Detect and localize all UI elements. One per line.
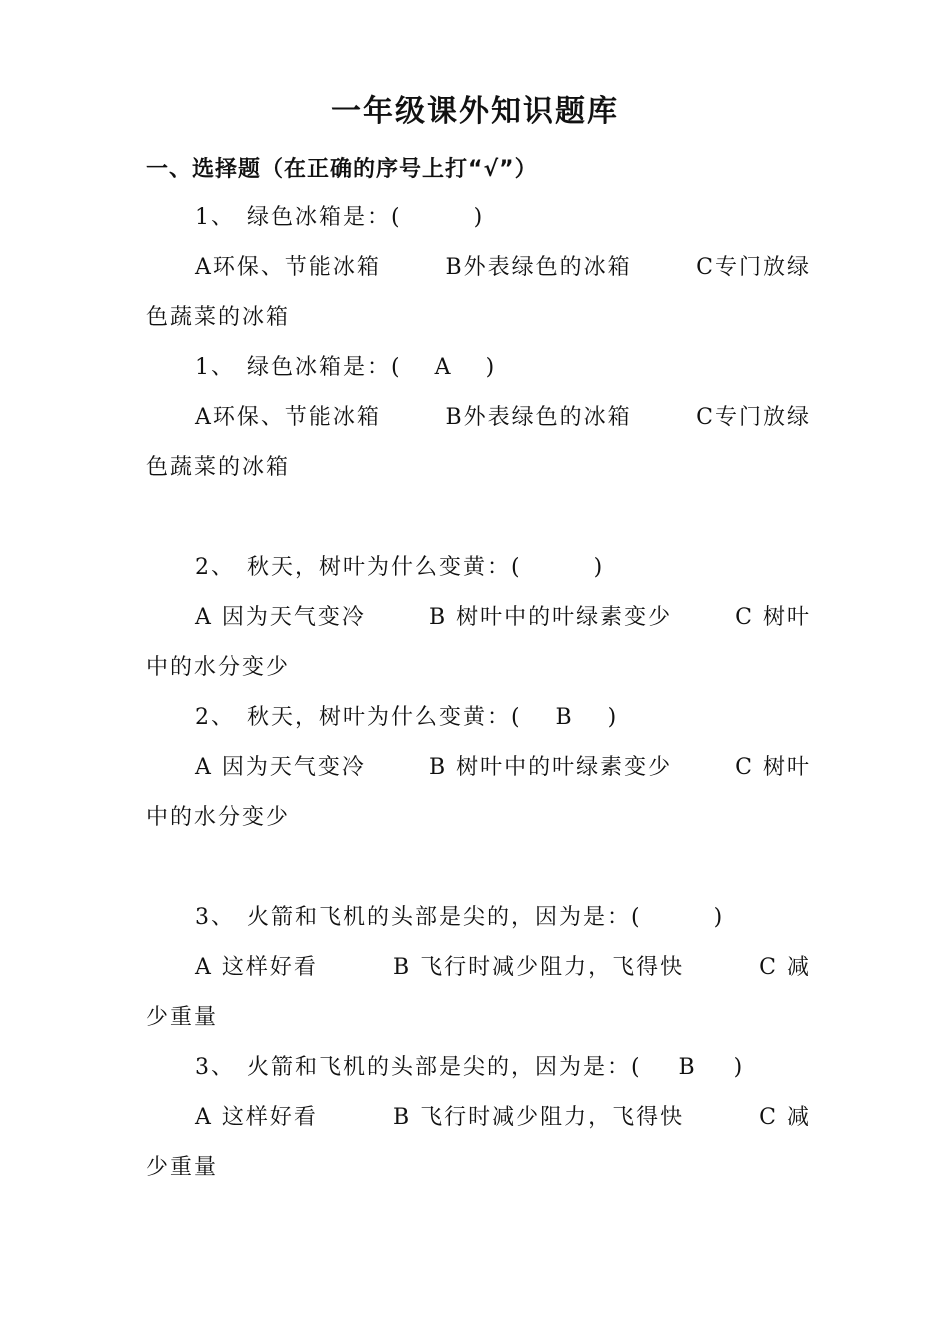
question-1-answered <box>146 343 811 393</box>
section-heading: 一、选择题（在正确的序号上打“√”） <box>146 157 538 182</box>
option-a: A环保、节能冰箱 <box>195 405 381 430</box>
answer-letter: B <box>678 1055 697 1080</box>
question-close: ) <box>607 705 619 730</box>
option-c: C 减 <box>759 955 811 980</box>
question-2-options <box>146 593 811 643</box>
option-c: C专门放绿 <box>696 255 811 280</box>
option-b: B 飞行时减少阻力，飞得快 <box>392 1105 685 1130</box>
question-close: ) <box>485 355 497 380</box>
option-c-continuation: 色蔬菜的冰箱 <box>146 455 291 480</box>
question-1-options <box>146 243 811 293</box>
option-b: B 飞行时减少阻力，飞得快 <box>392 955 685 980</box>
question-3-answered <box>146 1043 811 1093</box>
question-1-blank <box>146 193 811 243</box>
option-c-continuation: 少重量 <box>146 1155 219 1180</box>
question-3-blank <box>146 893 811 943</box>
option-a: A环保、节能冰箱 <box>195 255 381 280</box>
option-b: B 树叶中的叶绿素变少 <box>428 755 673 780</box>
option-c-continuation: 中的水分变少 <box>146 655 291 680</box>
option-c-continuation: 中的水分变少 <box>146 805 291 830</box>
spacer <box>146 493 811 543</box>
question-stem: 秋天，树叶为什么变黄：( <box>247 705 522 730</box>
question-stem: 绿色冰箱是：( <box>247 205 402 230</box>
spacer <box>146 843 811 893</box>
question-2-blank <box>146 543 811 593</box>
question-2-options <box>146 743 811 793</box>
question-number: 2、 <box>195 555 235 580</box>
option-b: B 树叶中的叶绿素变少 <box>428 605 673 630</box>
option-c: C 减 <box>759 1105 811 1130</box>
question-3-options <box>146 1093 811 1143</box>
question-2-answered <box>146 693 811 743</box>
question-number: 3、 <box>195 905 235 930</box>
question-3-options <box>146 943 811 993</box>
option-c: C 树叶 <box>735 755 811 780</box>
question-close: ) <box>473 205 485 230</box>
question-close: ) <box>733 1055 745 1080</box>
question-number: 1、 <box>195 355 235 380</box>
answer-letter: A <box>434 355 453 380</box>
option-b: B外表绿色的冰箱 <box>445 255 632 280</box>
question-stem: 火箭和飞机的头部是尖的，因为是：( <box>247 905 642 930</box>
option-c: C专门放绿 <box>696 405 811 430</box>
question-list <box>146 193 811 1193</box>
question-stem: 秋天，树叶为什么变黄：( <box>247 555 522 580</box>
option-c: C 树叶 <box>735 605 811 630</box>
question-number: 2、 <box>195 705 235 730</box>
answer-letter: B <box>555 705 574 730</box>
question-close: ) <box>593 555 605 580</box>
option-c-continuation: 少重量 <box>146 1005 219 1030</box>
question-number: 3、 <box>195 1055 235 1080</box>
option-a: A 因为天气变冷 <box>195 605 366 630</box>
option-a: A 这样好看 <box>195 1105 318 1130</box>
question-stem: 绿色冰箱是：( <box>247 355 402 380</box>
page-title: 一年级课外知识题库 <box>331 94 619 129</box>
question-close: ) <box>713 905 725 930</box>
option-a: A 因为天气变冷 <box>195 755 366 780</box>
question-stem: 火箭和飞机的头部是尖的，因为是：( <box>247 1055 642 1080</box>
option-c-continuation: 色蔬菜的冰箱 <box>146 305 291 330</box>
question-1-options <box>146 393 811 443</box>
question-number: 1、 <box>195 205 235 230</box>
option-b: B外表绿色的冰箱 <box>445 405 632 430</box>
option-a: A 这样好看 <box>195 955 318 980</box>
